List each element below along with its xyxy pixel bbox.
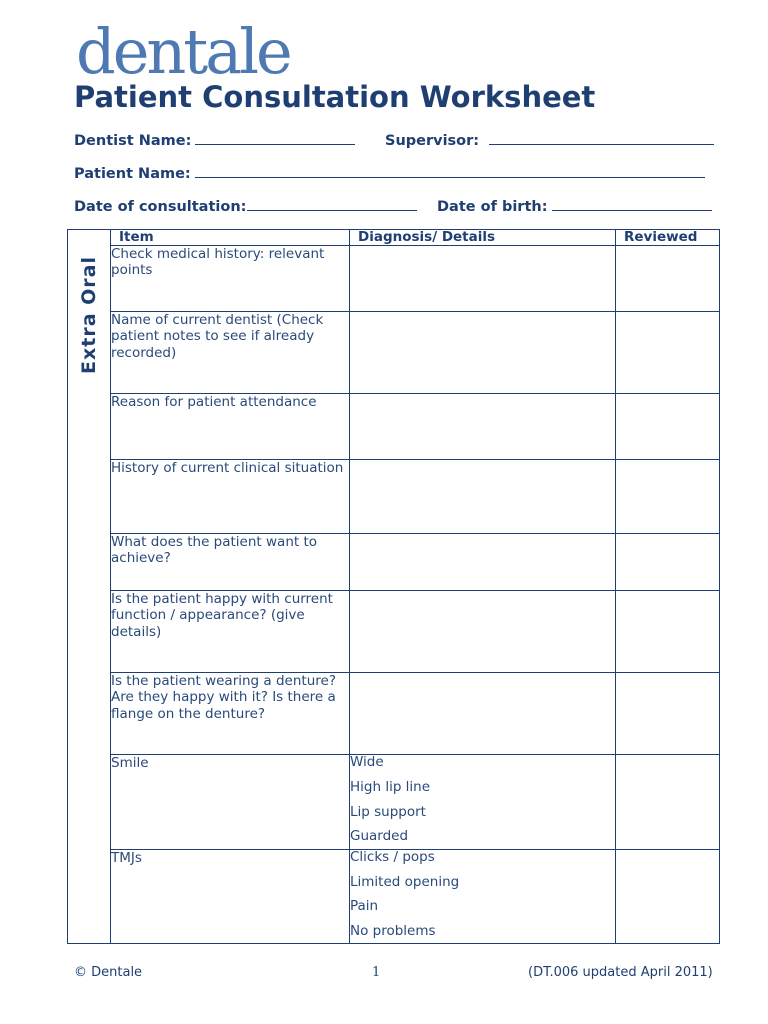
row-item: Smile <box>111 755 350 850</box>
header-diagnosis: Diagnosis/ Details <box>350 230 616 246</box>
diagnosis-cell[interactable] <box>350 673 616 755</box>
footer-document-ref: (DT.006 updated April 2011) <box>528 965 713 980</box>
supervisor-label: Supervisor: <box>385 133 480 149</box>
table-row <box>68 394 720 460</box>
table-row <box>68 460 720 534</box>
consultation-table <box>67 229 720 944</box>
row-item: What does the patient want to achieve? <box>111 534 350 591</box>
row-item: Is the patient happy with current function / appearance? (give details) <box>111 591 350 673</box>
dob-field[interactable] <box>437 196 712 215</box>
option-limited-opening[interactable]: Limited opening <box>350 873 460 890</box>
diagnosis-cell[interactable] <box>350 534 616 591</box>
option-lip-support[interactable]: Lip support <box>350 803 426 820</box>
table-row <box>68 755 720 850</box>
dentist-name-label: Dentist Name: <box>74 133 192 149</box>
patient-name-label: Patient Name: <box>74 166 191 182</box>
table-row <box>68 849 720 944</box>
section-label: Extra Oral <box>78 255 100 374</box>
tmj-options <box>350 849 616 944</box>
footer-copyright: © Dentale <box>74 965 143 980</box>
row-item: TMJs <box>111 849 350 944</box>
option-wide[interactable]: Wide <box>350 754 384 770</box>
reviewed-cell[interactable] <box>616 755 720 850</box>
table-row <box>68 246 720 312</box>
extra-oral-section <box>68 246 111 944</box>
patient-name-line[interactable] <box>195 163 705 178</box>
supervisor-line[interactable] <box>489 130 714 145</box>
consultation-date-line[interactable] <box>247 196 417 211</box>
header-item: Item <box>111 230 350 246</box>
reviewed-cell[interactable] <box>616 394 720 460</box>
diagnosis-cell[interactable] <box>350 312 616 394</box>
row-item: Check medical history: relevant points <box>111 246 350 312</box>
table-row <box>68 534 720 591</box>
reviewed-cell[interactable] <box>616 534 720 591</box>
row-item: Name of current dentist (Check patient notes to see if already recorded) <box>111 312 350 394</box>
option-no-problems[interactable]: No problems <box>350 922 436 939</box>
reviewed-cell[interactable] <box>616 673 720 755</box>
dentale-logo: dentale <box>76 15 290 88</box>
diagnosis-cell[interactable] <box>350 246 616 312</box>
diagnosis-cell[interactable] <box>350 394 616 460</box>
patient-name-field[interactable] <box>74 163 705 182</box>
reviewed-cell[interactable] <box>616 849 720 944</box>
page-title: Patient Consultation Worksheet <box>74 80 596 114</box>
consultation-date-label: Date of consultation: <box>74 199 247 215</box>
dob-label: Date of birth: <box>437 199 548 215</box>
diagnosis-cell[interactable] <box>350 591 616 673</box>
reviewed-cell[interactable] <box>616 591 720 673</box>
footer-page-number: 1 <box>372 965 381 980</box>
row-item: History of current clinical situation <box>111 460 350 534</box>
reviewed-cell[interactable] <box>616 312 720 394</box>
option-pain[interactable]: Pain <box>350 898 379 914</box>
dentist-name-field[interactable] <box>74 130 355 149</box>
dob-line[interactable] <box>552 196 712 211</box>
consultation-date-field[interactable] <box>74 196 417 215</box>
table-row <box>68 312 720 394</box>
smile-options <box>350 755 616 850</box>
table-row <box>68 673 720 755</box>
section-header-cell <box>68 230 111 246</box>
supervisor-field[interactable] <box>385 130 714 149</box>
diagnosis-cell[interactable] <box>350 460 616 534</box>
row-item: Reason for patient attendance <box>111 394 350 460</box>
option-guarded[interactable]: Guarded <box>350 828 409 844</box>
option-high-lip-line[interactable]: High lip line <box>350 779 431 795</box>
reviewed-cell[interactable] <box>616 460 720 534</box>
header-reviewed: Reviewed <box>616 230 720 246</box>
table-header-row <box>68 230 720 246</box>
row-item: Is the patient wearing a denture? Are they happy with it? Is there a flange on the denture? <box>111 673 350 755</box>
dentist-name-line[interactable] <box>195 130 355 145</box>
option-clicks-pops[interactable]: Clicks / pops <box>350 848 435 865</box>
reviewed-cell[interactable] <box>616 246 720 312</box>
table-row <box>68 591 720 673</box>
